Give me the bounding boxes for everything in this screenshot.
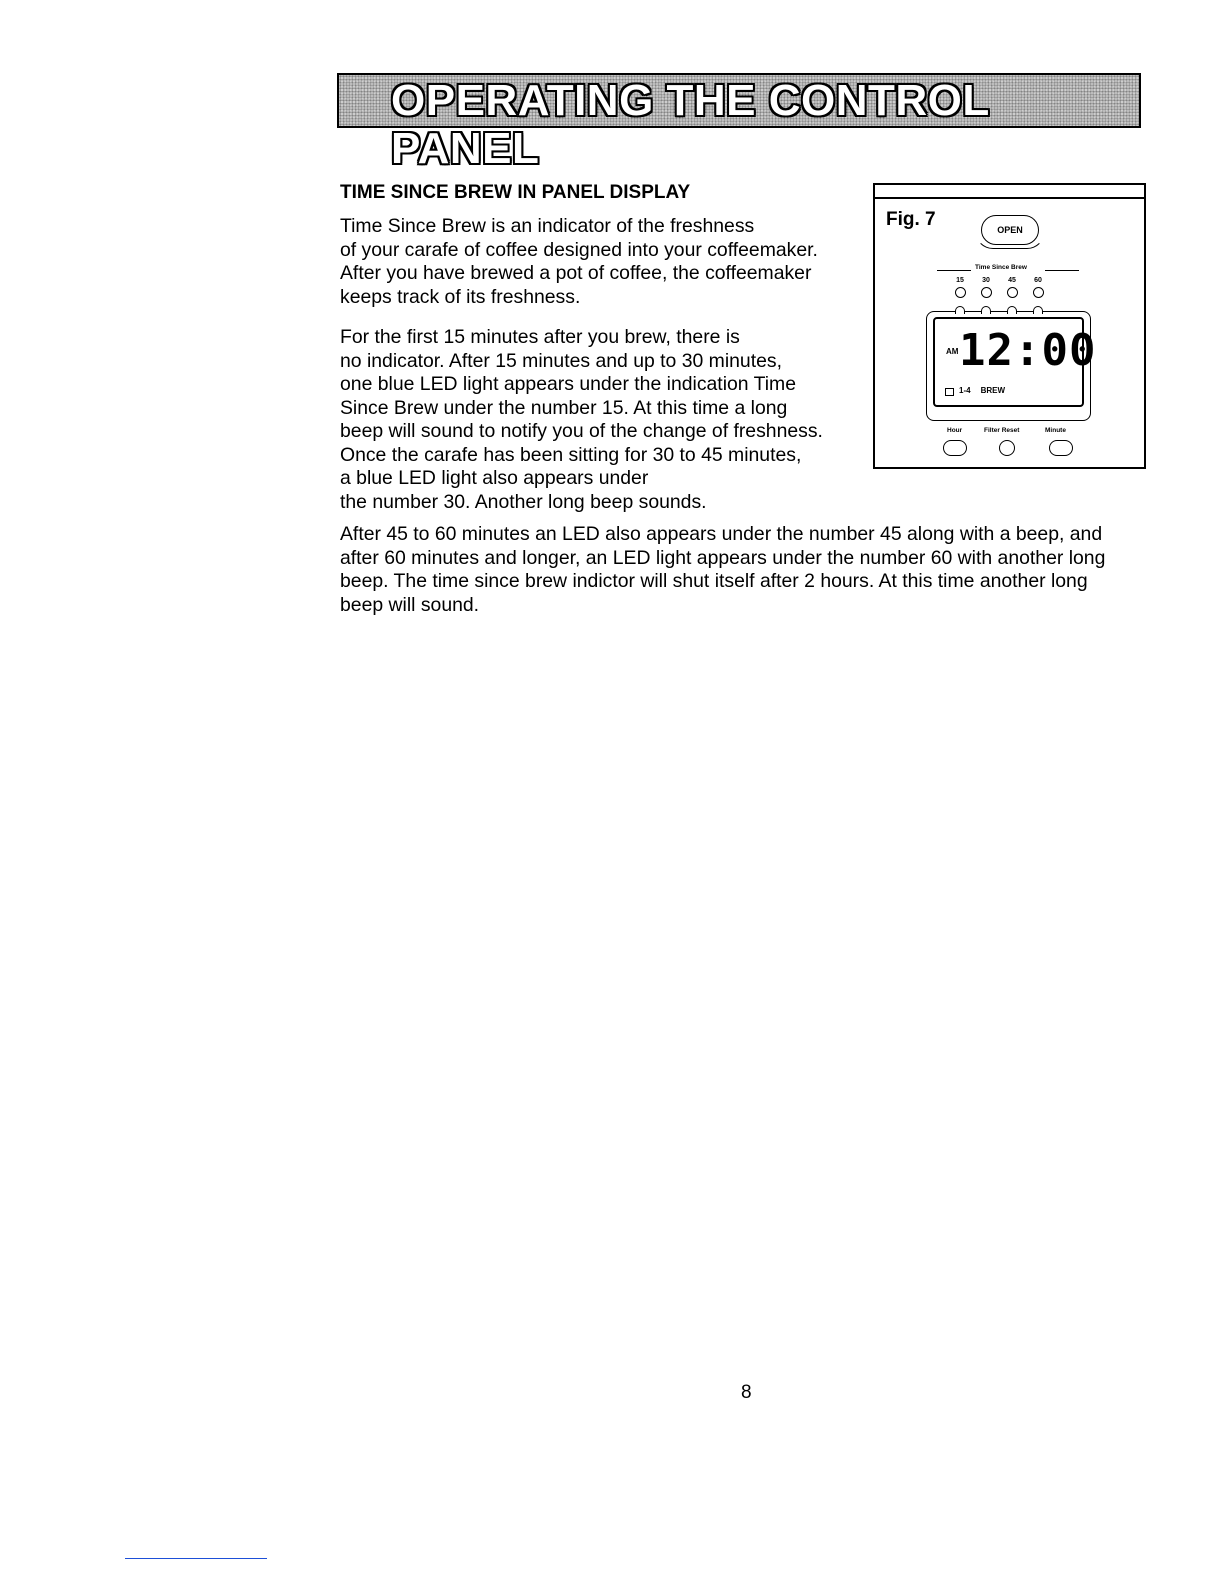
lcd-bezel-notch xyxy=(1007,306,1017,314)
page-number: 8 xyxy=(741,1382,752,1403)
tsb-rule-left xyxy=(937,270,971,271)
led-45-indicator xyxy=(1007,287,1018,298)
figure-label: Fig. 7 xyxy=(886,209,936,230)
minute-button xyxy=(1049,440,1073,456)
lcd-status xyxy=(959,386,1005,395)
lcd-bezel-notch xyxy=(1033,306,1043,314)
lcd-time: 12:00 xyxy=(959,325,1097,376)
paragraph-first-minutes xyxy=(340,326,823,514)
led-number-45: 45 xyxy=(1008,277,1016,284)
led-60-indicator xyxy=(1033,287,1044,298)
filter-reset-button xyxy=(999,440,1015,456)
page-title: OPERATING THE CONTROL PANEL xyxy=(391,76,989,173)
led-number-15: 15 xyxy=(956,277,964,284)
tsb-rule-right xyxy=(1045,270,1079,271)
lcd-cups: 1-4 xyxy=(959,386,971,395)
text-line: Time Since Brew is an indicator of the freshness xyxy=(340,215,755,237)
led-30-indicator xyxy=(981,287,992,298)
text-line: beep. The time since brew indictor will shut itself after 2 hours. At this time another long xyxy=(340,570,1088,592)
text-line: beep will sound. xyxy=(340,593,480,616)
led-15-indicator xyxy=(955,287,966,298)
text-line: a blue LED light also appears under xyxy=(340,467,649,489)
lcd-mode: BREW xyxy=(980,386,1006,395)
text-line: Since Brew under the number 15. At this time a long xyxy=(340,396,788,419)
text-line: of your carafe of coffee designed into your coffeemaker. xyxy=(340,238,818,261)
text-line: After 45 to 60 minutes an LED also appears under the number 45 along with a beep, and xyxy=(340,523,1103,545)
lcd-ampm: AM xyxy=(946,347,959,356)
minute-label: Minute xyxy=(1045,427,1066,434)
text-line: After you have brewed a pot of coffee, the coffeemaker xyxy=(340,262,812,284)
control-panel-figure xyxy=(873,183,1146,469)
text-line: after 60 minutes and longer, an LED light appears under the number 60 with another long xyxy=(340,546,1106,569)
text-line: keeps track of its freshness. xyxy=(340,285,581,308)
footer-rule xyxy=(125,1558,267,1559)
lcd-bezel-notch xyxy=(981,306,991,314)
paragraph-later-minutes xyxy=(340,523,1105,617)
section-heading: TIME SINCE BREW IN PANEL DISPLAY xyxy=(340,182,691,203)
filter-reset-label: Filter Reset xyxy=(984,427,1020,434)
hour-button xyxy=(943,440,967,456)
lcd-bezel-notch xyxy=(955,306,965,314)
text-line: the number 30. Another long beep sounds. xyxy=(340,490,707,513)
led-number-30: 30 xyxy=(982,277,990,284)
led-number-60: 60 xyxy=(1034,277,1042,284)
time-since-brew-header xyxy=(937,264,1079,276)
text-line: Once the carafe has been sitting for 30 to 45 minutes, xyxy=(340,443,802,466)
figure-top-rule xyxy=(875,197,1144,199)
open-button-arc xyxy=(975,213,1045,249)
text-line: no indicator. After 15 minutes and up to 30 minutes, xyxy=(340,349,782,372)
text-line: beep will sound to notify you of the change of freshness. xyxy=(340,420,823,442)
paragraph-intro xyxy=(340,215,818,309)
hour-label: Hour xyxy=(947,427,963,434)
text-line: one blue LED light appears under the indication Time xyxy=(340,373,796,395)
cup-icon xyxy=(945,388,954,396)
text-line: For the first 15 minutes after you brew, there is xyxy=(340,326,740,348)
open-button: OPEN xyxy=(981,215,1039,245)
page-banner xyxy=(337,73,1141,173)
time-since-brew-label: Time Since Brew xyxy=(975,264,1027,271)
